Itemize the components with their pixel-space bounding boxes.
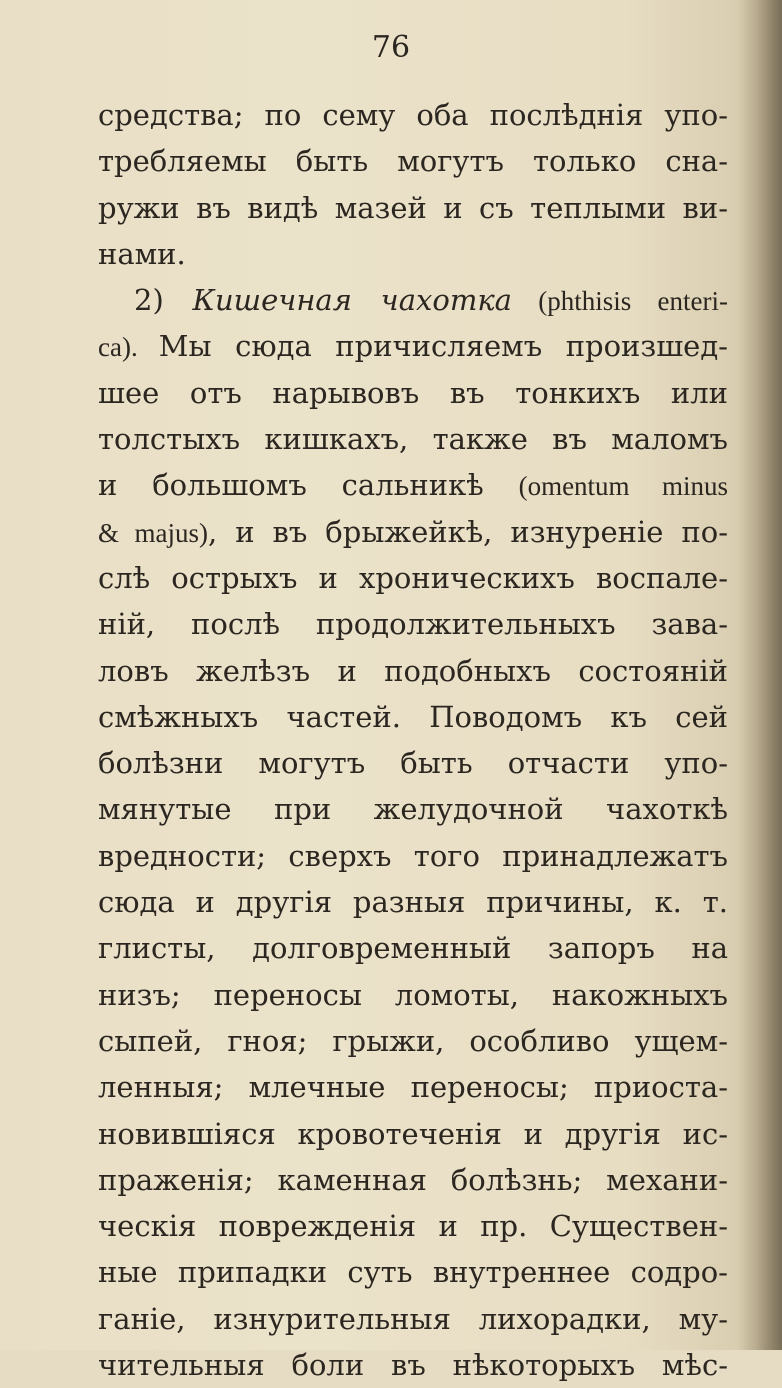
text-line: смѣжныхъ частей. Поводомъ къ сей bbox=[98, 699, 728, 734]
latin-term: ca). bbox=[98, 332, 159, 363]
text-line: ганіе, изнурительныя лихорадки, му- bbox=[98, 1301, 728, 1336]
body-text bbox=[98, 92, 728, 1388]
text-line: мянутые при желудочной чахоткѣ bbox=[98, 792, 728, 827]
text-line: вредности; сверхъ того принадлежатъ bbox=[98, 838, 728, 873]
text-line: требляемы быть могутъ только сна- bbox=[98, 144, 728, 179]
text-line: новившіяся кровотеченія и другія ис- bbox=[98, 1116, 728, 1151]
text-line: ловъ желѣзъ и подобныхъ состояній bbox=[98, 653, 728, 688]
text-line: ленныя; млечные переносы; приоста- bbox=[98, 1070, 728, 1105]
section-heading: Кишечная чахотка bbox=[192, 283, 512, 318]
text-line: ca). Мы сюда причисляемъ произшед- bbox=[98, 329, 728, 364]
text-line: сюда и другія разныя причины, к. т. bbox=[98, 885, 728, 920]
text-line: и большомъ сальникѣ (omentum minus bbox=[98, 468, 728, 503]
latin-term: (omentum minus bbox=[518, 471, 728, 502]
spine-shadow bbox=[736, 0, 782, 1350]
text-line: слѣ острыхъ и хроническихъ воспале- bbox=[98, 560, 728, 595]
text-line: чительныя боли въ нѣкоторыхъ мѣс- bbox=[98, 1348, 728, 1383]
text-line: нами. bbox=[98, 236, 186, 271]
text-line: ческія поврежденія и пр. Существен- bbox=[98, 1209, 728, 1244]
text-line: болѣзни могутъ быть отчасти упо- bbox=[98, 746, 728, 781]
text-line: & majus), и въ брыжейкѣ, изнуреніе по- bbox=[98, 514, 728, 549]
latin-term: (phthisis enteri- bbox=[511, 286, 728, 317]
text-line: низъ; переносы ломоты, накожныхъ bbox=[98, 977, 728, 1012]
text-line: средства; по сему оба послѣднія упо- bbox=[98, 98, 728, 132]
text-line: сыпей, гноя; грыжи, особливо ущем- bbox=[98, 1023, 728, 1058]
text-line: ные припадки суть внутреннее содро- bbox=[98, 1255, 728, 1290]
text-line: ружи въ видѣ мазей и съ теплыми ви- bbox=[98, 190, 728, 225]
page-number: 76 bbox=[371, 30, 411, 65]
text-line: толстыхъ кишкахъ, также въ маломъ bbox=[98, 422, 728, 457]
text-line: ній, послѣ продолжительныхъ зава- bbox=[98, 607, 728, 642]
paragraph-start-line: 2) Кишечная чахотка (phthisis enteri- bbox=[134, 283, 728, 318]
text-line: праженія; каменная болѣзнь; механи- bbox=[98, 1162, 728, 1197]
text-line: глисты, долговременный запоръ на bbox=[98, 931, 728, 966]
latin-term: & majus) bbox=[98, 517, 209, 548]
text-line: шее отъ нарывовъ въ тонкихъ или bbox=[98, 375, 728, 410]
